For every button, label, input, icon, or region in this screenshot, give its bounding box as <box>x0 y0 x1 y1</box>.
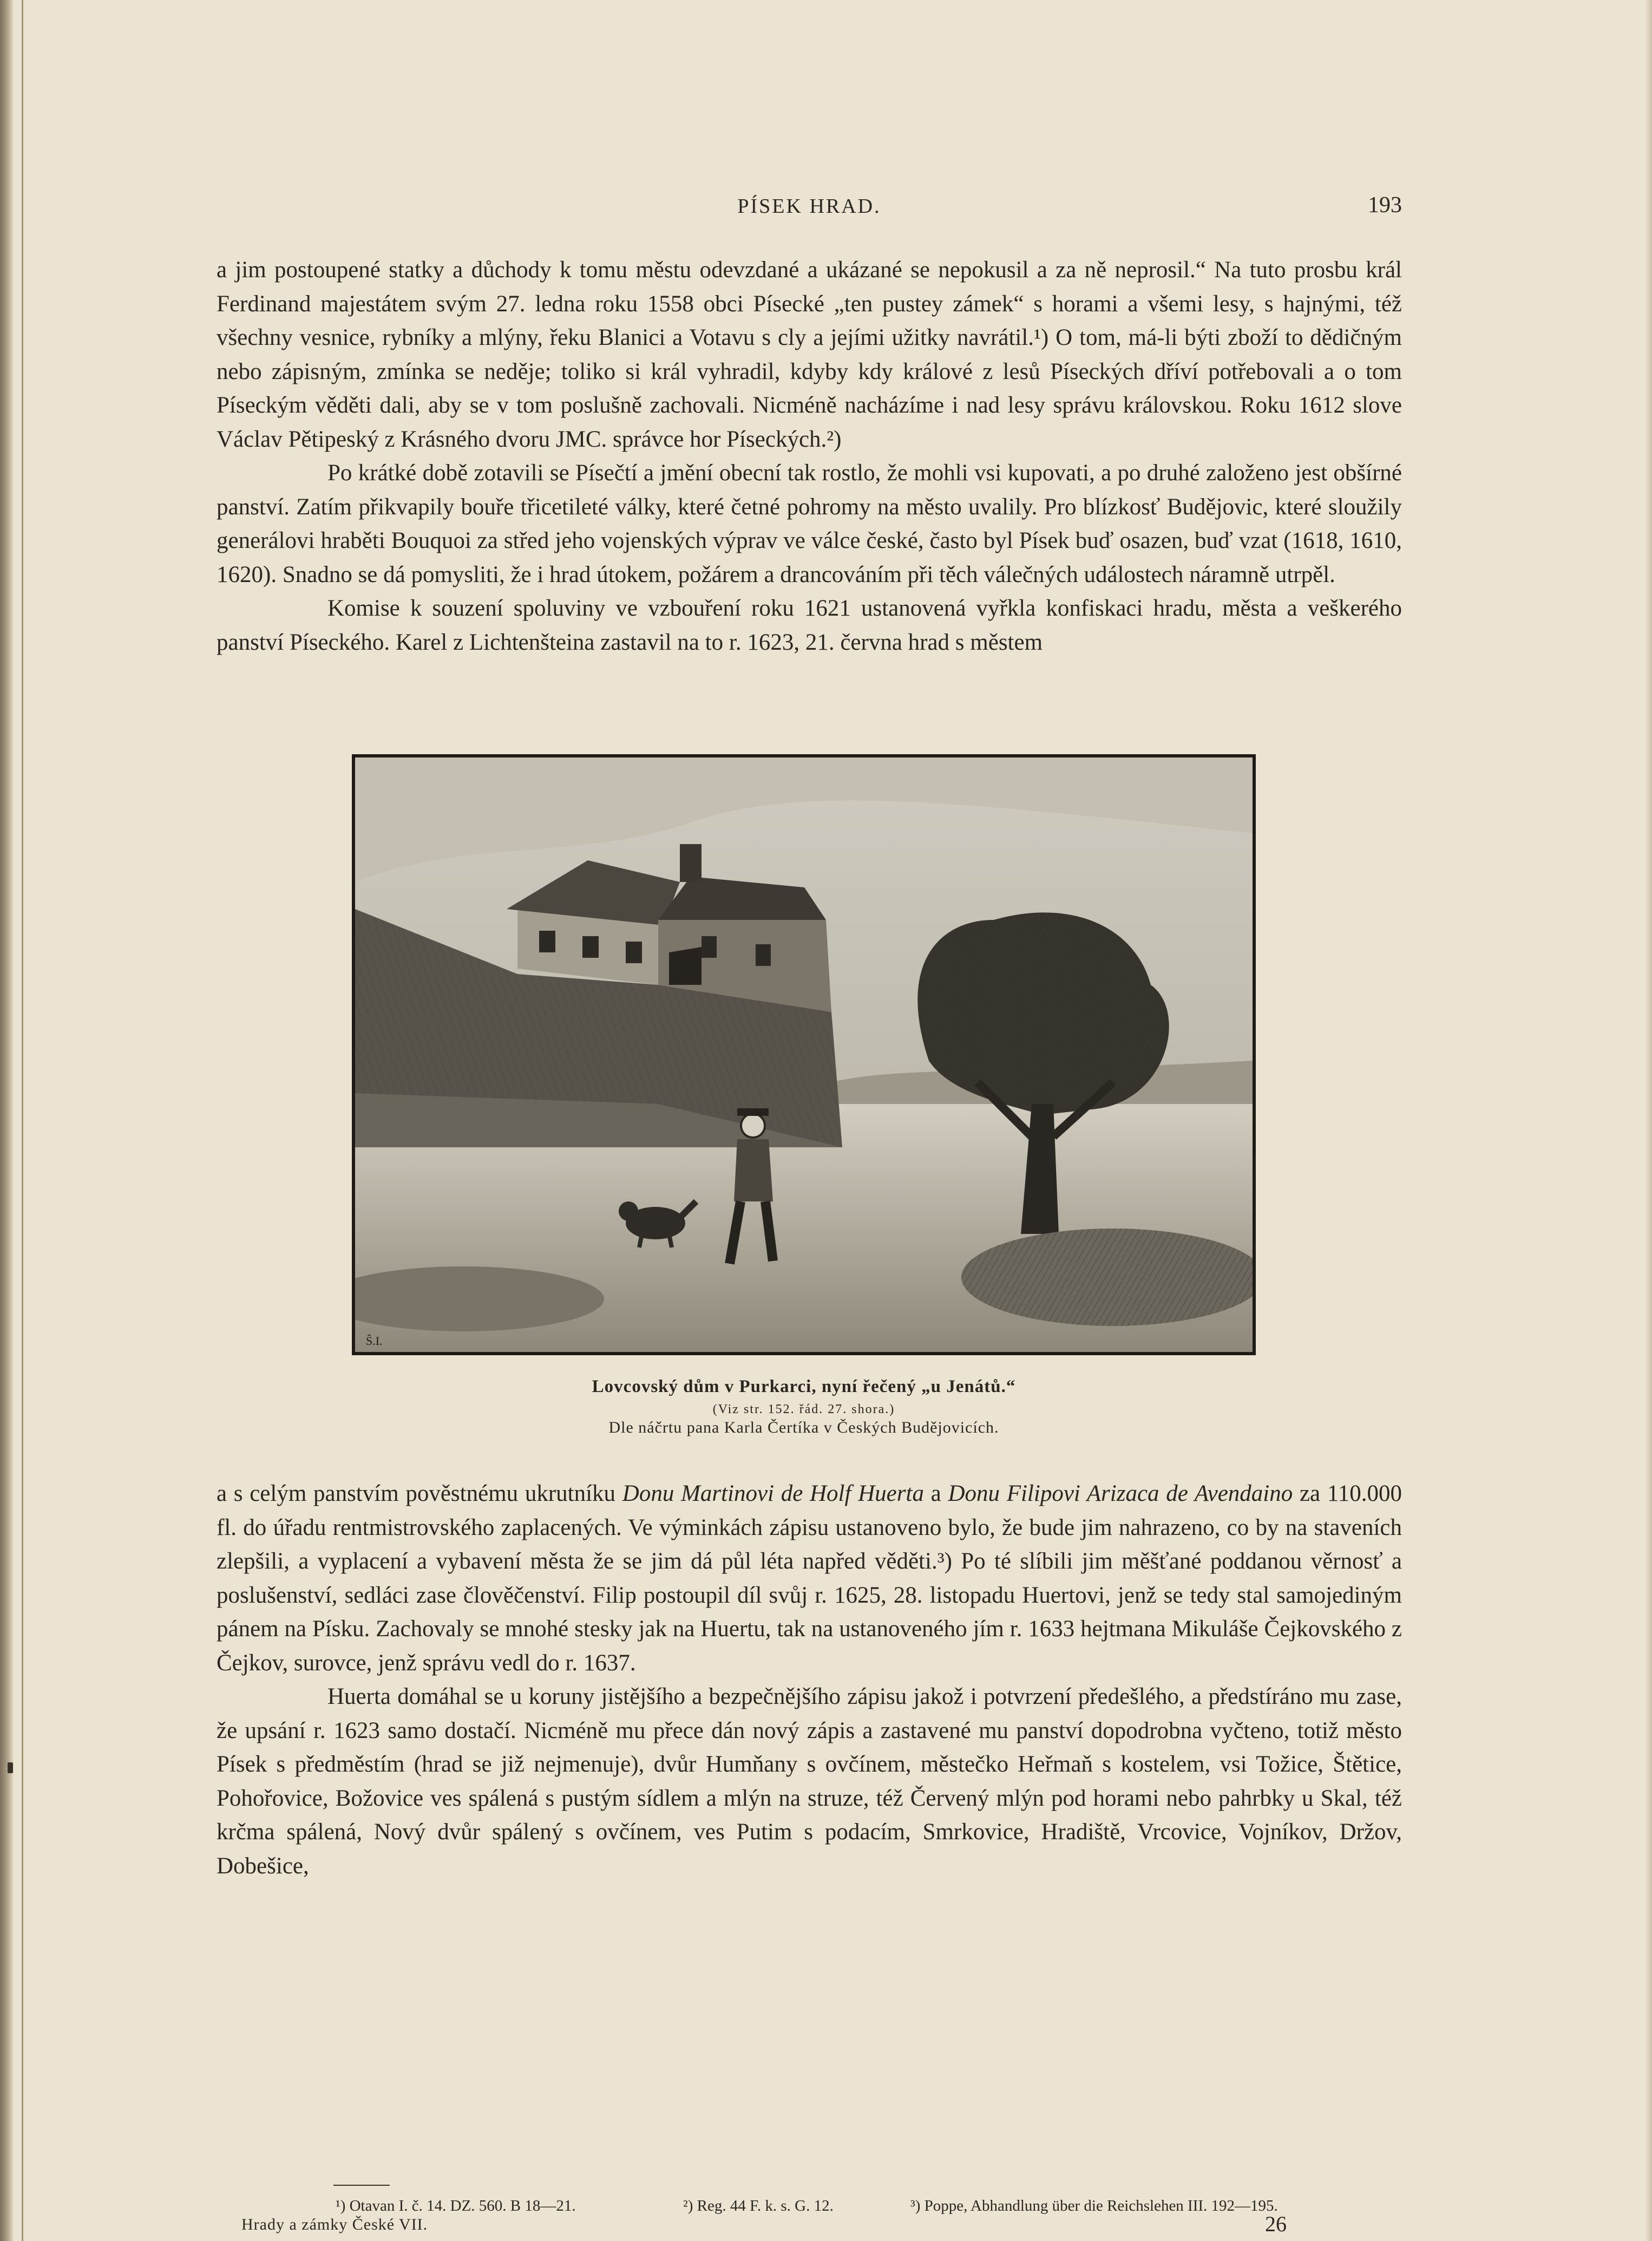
paragraph-5: Huerta domáhal se u koruny jistějšího a bezpečnějšího zápisu jakož i potvrzení předešlého, a předstíráno mu zase, že upsání r. 1623 samo dostačí. Nicméně mu přece dán nový zápis a zastavené mu panství dopodrobna vyčteno, totiž město Písek s předměstím (hrad se již nejmenuje), dvůr Humňany s ovčínem, městečko Heřmaň s kostelem, vsi Tožice, Štětice, Pohořovice, Božovice ves spálená s pustým sídlem a mlýn na struze, též Červený mlýn pod horami nebo pahrbky u Skal, též krčma spálená, Nový dvůr spálený s ovčínem, ves Putim s podacím, Smrkovice, Hradiště, Vrcovice, Vojníkov, Držov, Dobešice, <box>217 1684 1402 1879</box>
book-gutter-shadow <box>0 0 14 2241</box>
paragraph-4-text-3: za 110.000 fl. do úřadu rentmistrovského zaplacených. Ve výminkách zápisu ustanoveno bylo, že bude jim nahrazeno, co by na staveních zlepšili, a vyplacení a vybavení města že se jim dá půl léta napřed věděti.³) Po té slíbili jim měšťané poddanou věrnosť a poslušenství, sedláci zase člověčenství. Filip postoupil díl svůj r. 1625, 28. listopadu Huertovi, jenž se tedy stal samojediným pánem na Písku. Zachovaly se mnohé stesky jak na Huertu, tak na ustanoveného jím r. 1633 hejtmana Mikuláše Čejkovského z Čejkov, surovce, jenž správu vedl do r. 1637. <box>217 1481 1402 1676</box>
text-block-top <box>217 253 1402 659</box>
engraving-scene <box>355 757 1253 1352</box>
paragraph-4 <box>217 1477 1402 1680</box>
sheet-number: 26 <box>1265 2212 1287 2236</box>
text-block-bottom <box>217 1477 1402 1883</box>
footnote-1: ¹) Otavan I. č. 14. DZ. 560. B 18—21. <box>336 2197 576 2214</box>
footnote-2: ²) Reg. 44 F. k. s. G. 12. <box>683 2197 834 2214</box>
page-right-edge <box>1646 0 1652 2241</box>
name-huerta: Donu Martinovi de Holf Huerta <box>622 1481 924 1506</box>
footnotes <box>336 2197 1402 2219</box>
paragraph-1: a jim postoupené statky a důchody k tomu městu odevzdané a ukázané se nepokusil a za ně neprosil.“ Na tuto prosbu král Ferdinand majestátem svým 27. ledna roku 1558 obci Písecké „ten pustey zámek“ s horami a všemi lesy, s hajnými, též všechny vesnice, rybníky a mlýny, řeku Blanici a Votavu s cly a jejími užitky navrátil.¹) O tom, má-li býti zboží to dědičným nebo zápisným, zmínka se neděje; toliko si král vyhradil, kdyby kdy králové z lesů Píseckých dříví potřebovali a o tom Píseckým věděti dali, aby se v tom poslušně zachovali. Nicméně nacházíme i nad lesy správu královskou. Roku 1612 slove Václav Pětipeský z Krásného dvoru JMC. správce hor Píseckých.²) <box>217 257 1402 452</box>
page-edge-line <box>22 0 23 2241</box>
chimney <box>680 844 702 882</box>
paragraph-2: Po krátké době zotavili se Písečtí a jmění obecní tak rostlo, že mohli vsi kupovati, a po druhé založeno jest obšírné panství. Zatím přikvapily bouře třicetileté války, které četné pohromy na město uvalily. Pro blízkosť Budějovic, které sloužily generálovi hraběti Bouquoi za střed jeho vojenských výprav ve válce české, často byl Písek buď osazen, buď vzat (1618, 1610, 1620). Snadno se dá pomysliti, že i hrad útokem, požárem a drancováním při těch válečných událostech náramně utrpěl. <box>217 460 1402 587</box>
paragraph-4-text-2: a <box>923 1481 948 1506</box>
caption-reference: (Viz str. 152. řád. 27. shora.) <box>712 1402 895 1416</box>
paragraph-3: Komise k souzení spoluviny ve vzbouření roku 1621 ustanovená vyřkla konfiskaci hradu, města a veškerého panství Píseckého. Karel z Lichtenšteina zastavil na to r. 1623, 21. června hrad s městem <box>217 596 1402 655</box>
paragraph-4-text-1: a s celým panstvím pověstnému ukrutníku <box>217 1481 622 1506</box>
window <box>582 936 599 958</box>
footnote-divider <box>333 2185 390 2186</box>
window <box>626 942 642 963</box>
page-header <box>217 192 1402 225</box>
running-title: PÍSEK HRAD. <box>737 195 881 218</box>
illustration-hunting-lodge <box>352 754 1256 1355</box>
binding-mark <box>8 1762 13 1773</box>
caption-title: Lovcovský dům v Purkarci, nyní řečený „u Jenátů.“ <box>592 1377 1016 1396</box>
printer-signature: Hrady a zámky České VII. <box>241 2216 428 2233</box>
page-number: 193 <box>1368 193 1402 218</box>
window <box>702 936 717 958</box>
caption-credit: Dle náčrtu pana Karla Čertíka v Českých Budějovicích. <box>608 1419 999 1436</box>
name-arizaca: Donu Filipovi Arizaca de Avendaino <box>948 1481 1293 1506</box>
footnote-3: ³) Poppe, Abhandlung über die Reichslehen III. 192—195. <box>910 2197 1278 2214</box>
window <box>539 931 555 952</box>
gate <box>669 947 702 985</box>
engraver-signature: Ŝ.I. <box>366 1334 383 1348</box>
window <box>756 944 771 966</box>
